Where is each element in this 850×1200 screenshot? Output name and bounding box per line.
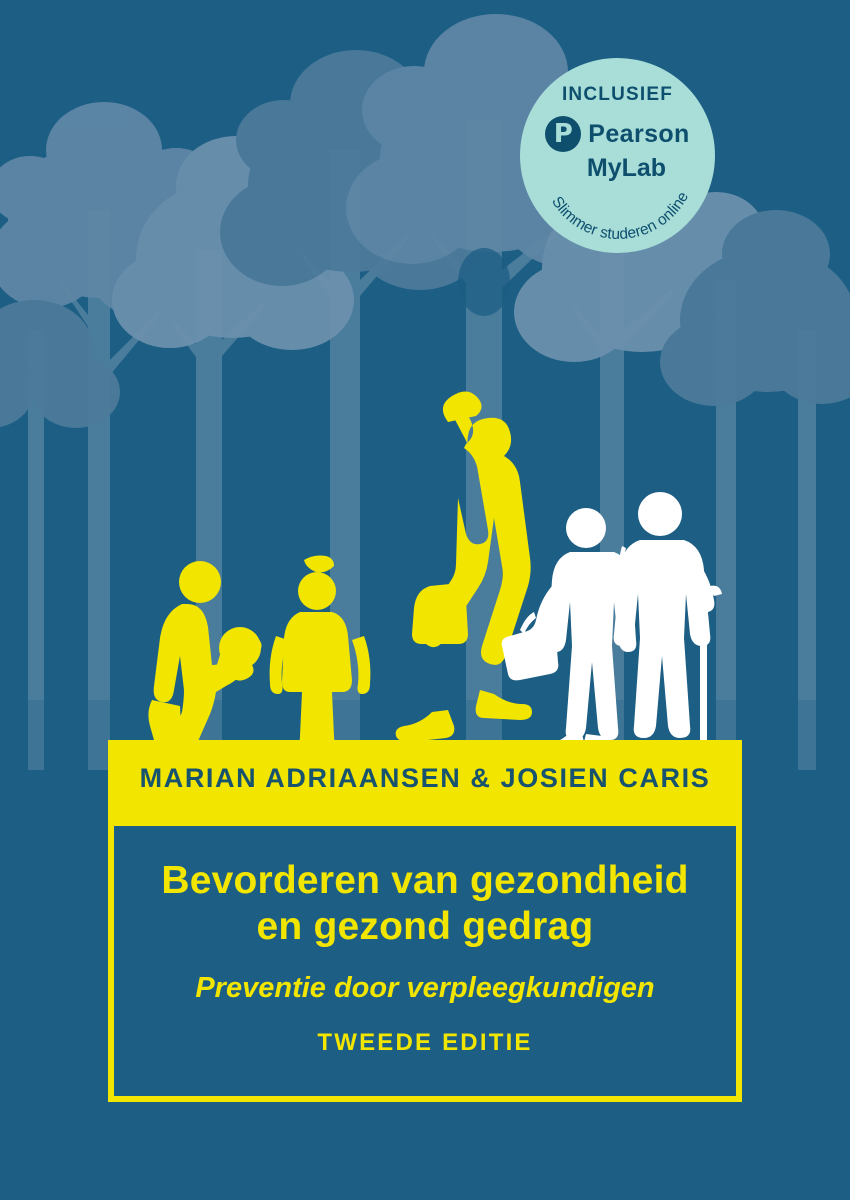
authors-label: MARIAN ADRIAANSEN & JOSIEN CARIS bbox=[139, 763, 711, 793]
woman-walking-figure bbox=[396, 391, 532, 742]
book-edition: TWEEDE EDITIE bbox=[317, 1029, 533, 1056]
badge-tagline: Slimmer studeren online bbox=[548, 189, 693, 244]
pearson-p-icon: P bbox=[545, 116, 581, 152]
pearson-brand-label: Pearson bbox=[588, 119, 690, 148]
book-subtitle: Preventie door verpleegkundigen bbox=[195, 972, 655, 1004]
title-box bbox=[108, 820, 742, 1102]
book-title-line2: en gezond gedrag bbox=[256, 905, 594, 949]
elderly-man-figure bbox=[604, 492, 722, 772]
mylab-product-label: MyLab bbox=[586, 154, 667, 182]
book-title-line1: Bevorderen van gezondheid bbox=[161, 859, 689, 902]
badge-inclusief-label: INCLUSIEF bbox=[561, 84, 674, 105]
badge-tagline-arc bbox=[520, 58, 715, 253]
book-title bbox=[142, 858, 708, 950]
child-standing-figure bbox=[266, 556, 371, 767]
authors-bar bbox=[108, 740, 742, 820]
pearson-mylab-badge bbox=[520, 58, 715, 253]
